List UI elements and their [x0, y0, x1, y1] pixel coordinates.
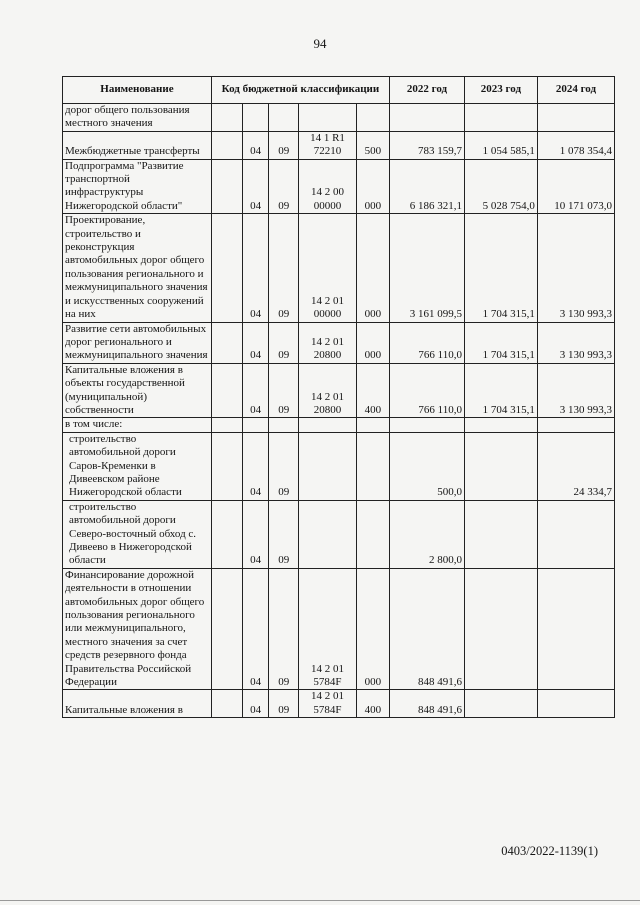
- row-name: Капитальные вложения в объекты государственной (муниципальной) собственности: [63, 363, 212, 418]
- value-2024: 1 078 354,4: [537, 131, 614, 159]
- value-2022: 500,0: [390, 432, 465, 500]
- row-name: Капитальные вложения в: [63, 690, 212, 718]
- value-2022: 2 800,0: [390, 500, 465, 568]
- table-row: [63, 500, 615, 568]
- blank-cell: [211, 568, 242, 690]
- value-2024: [537, 690, 614, 718]
- header-classification: Код бюджетной классификации: [211, 77, 389, 104]
- code-target: [299, 104, 356, 132]
- value-2024: 3 130 993,3: [537, 363, 614, 418]
- blank-cell: [211, 131, 242, 159]
- table-row: [63, 131, 615, 159]
- value-2022: 6 186 321,1: [390, 159, 465, 214]
- value-2024: [537, 104, 614, 132]
- code-section: 04: [243, 322, 269, 363]
- code-section: 04: [243, 690, 269, 718]
- value-2022: 848 491,6: [390, 568, 465, 690]
- code-subsection: 09: [269, 214, 299, 322]
- header-2022: 2022 год: [390, 77, 465, 104]
- code-subsection: 09: [269, 690, 299, 718]
- blank-cell: [211, 322, 242, 363]
- code-expense-type: [356, 500, 389, 568]
- code-subsection: 09: [269, 500, 299, 568]
- code-target: 14 1 R1 72210: [299, 131, 356, 159]
- row-name: Финансирование дорожной деятельности в отношении автомобильных дорог общего пользования регионального или межмуниципального, местного значения за счет средств резервного фонда Правительства Российской Федерации: [63, 568, 212, 690]
- value-2023: [464, 500, 537, 568]
- header-2024: 2024 год: [537, 77, 614, 104]
- code-subsection: [269, 104, 299, 132]
- code-subsection: 09: [269, 159, 299, 214]
- blank-cell: [211, 690, 242, 718]
- blank-cell: [211, 500, 242, 568]
- code-target: 14 2 01 20800: [299, 322, 356, 363]
- table-row: [63, 322, 615, 363]
- code-subsection: 09: [269, 363, 299, 418]
- row-name: Проектирование, строительство и реконструкция автомобильных дорог общего пользования регионального и межмуниципального значения и искусственных сооружений на них: [63, 214, 212, 322]
- code-subsection: 09: [269, 131, 299, 159]
- value-2024: 10 171 073,0: [537, 159, 614, 214]
- value-2024: 3 130 993,3: [537, 322, 614, 363]
- table-row: [63, 363, 615, 418]
- code-target: 14 2 01 20800: [299, 363, 356, 418]
- table-row: [63, 159, 615, 214]
- code-target: [299, 432, 356, 500]
- row-name: Подпрограмма "Развитие транспортной инфраструктуры Нижегородской области": [63, 159, 212, 214]
- table-row: [63, 418, 615, 432]
- code-expense-type: [356, 432, 389, 500]
- value-2024: [537, 500, 614, 568]
- code-expense-type: 500: [356, 131, 389, 159]
- code-target: [299, 418, 356, 432]
- value-2023: [464, 104, 537, 132]
- value-2023: 1 704 315,1: [464, 363, 537, 418]
- scan-edge-line: [0, 900, 640, 901]
- code-expense-type: [356, 104, 389, 132]
- row-name: Развитие сети автомобильных дорог регионального и межмуниципального значения: [63, 322, 212, 363]
- code-target: [299, 500, 356, 568]
- value-2022: 766 110,0: [390, 322, 465, 363]
- value-2024: [537, 418, 614, 432]
- value-2023: 1 054 585,1: [464, 131, 537, 159]
- code-section: 04: [243, 432, 269, 500]
- code-expense-type: 000: [356, 322, 389, 363]
- table-header-row: [63, 77, 615, 104]
- value-2023: 1 704 315,1: [464, 322, 537, 363]
- value-2024: 24 334,7: [537, 432, 614, 500]
- code-section: [243, 104, 269, 132]
- table-row: [63, 568, 615, 690]
- value-2022: 848 491,6: [390, 690, 465, 718]
- blank-cell: [211, 159, 242, 214]
- page-number: 94: [313, 36, 327, 51]
- code-subsection: [269, 418, 299, 432]
- value-2023: 1 704 315,1: [464, 214, 537, 322]
- value-2022: [390, 418, 465, 432]
- value-2023: [464, 568, 537, 690]
- value-2022: 783 159,7: [390, 131, 465, 159]
- value-2022: 766 110,0: [390, 363, 465, 418]
- blank-cell: [211, 104, 242, 132]
- blank-cell: [211, 432, 242, 500]
- row-name: дорог общего пользования местного значения: [63, 104, 212, 132]
- value-2023: [464, 690, 537, 718]
- table-row: [63, 690, 615, 718]
- code-section: 04: [243, 214, 269, 322]
- blank-cell: [211, 214, 242, 322]
- code-subsection: 09: [269, 568, 299, 690]
- code-target: 14 2 01 5784F: [299, 568, 356, 690]
- table-row: [63, 214, 615, 322]
- code-expense-type: [356, 418, 389, 432]
- code-section: 04: [243, 131, 269, 159]
- row-name: строительство автомобильной дороги Северо-восточный обход с. Дивеево в Нижегородской области: [63, 500, 212, 568]
- code-section: 04: [243, 363, 269, 418]
- code-target: 14 2 01 5784F: [299, 690, 356, 718]
- code-subsection: 09: [269, 432, 299, 500]
- code-expense-type: 000: [356, 568, 389, 690]
- code-expense-type: 400: [356, 690, 389, 718]
- code-expense-type: 000: [356, 159, 389, 214]
- row-name: в том числе:: [63, 418, 212, 432]
- budget-table: [62, 76, 615, 718]
- code-section: [243, 418, 269, 432]
- code-section: 04: [243, 500, 269, 568]
- code-target: 14 2 00 00000: [299, 159, 356, 214]
- table-row: [63, 432, 615, 500]
- code-section: 04: [243, 568, 269, 690]
- code-expense-type: 400: [356, 363, 389, 418]
- value-2023: [464, 418, 537, 432]
- value-2023: 5 028 754,0: [464, 159, 537, 214]
- value-2024: 3 130 993,3: [537, 214, 614, 322]
- code-section: 04: [243, 159, 269, 214]
- code-subsection: 09: [269, 322, 299, 363]
- table-row: [63, 104, 615, 132]
- value-2022: [390, 104, 465, 132]
- row-name: Межбюджетные трансферты: [63, 131, 212, 159]
- value-2022: 3 161 099,5: [390, 214, 465, 322]
- value-2024: [537, 568, 614, 690]
- code-expense-type: 000: [356, 214, 389, 322]
- header-name: Наименование: [63, 77, 212, 104]
- code-target: 14 2 01 00000: [299, 214, 356, 322]
- row-name: строительство автомобильной дороги Саров-Кременки в Дивеевском районе Нижегородской области: [63, 432, 212, 500]
- header-2023: 2023 год: [464, 77, 537, 104]
- document-registration-code: 0403/2022-1139(1): [501, 844, 598, 858]
- blank-cell: [211, 418, 242, 432]
- blank-cell: [211, 363, 242, 418]
- value-2023: [464, 432, 537, 500]
